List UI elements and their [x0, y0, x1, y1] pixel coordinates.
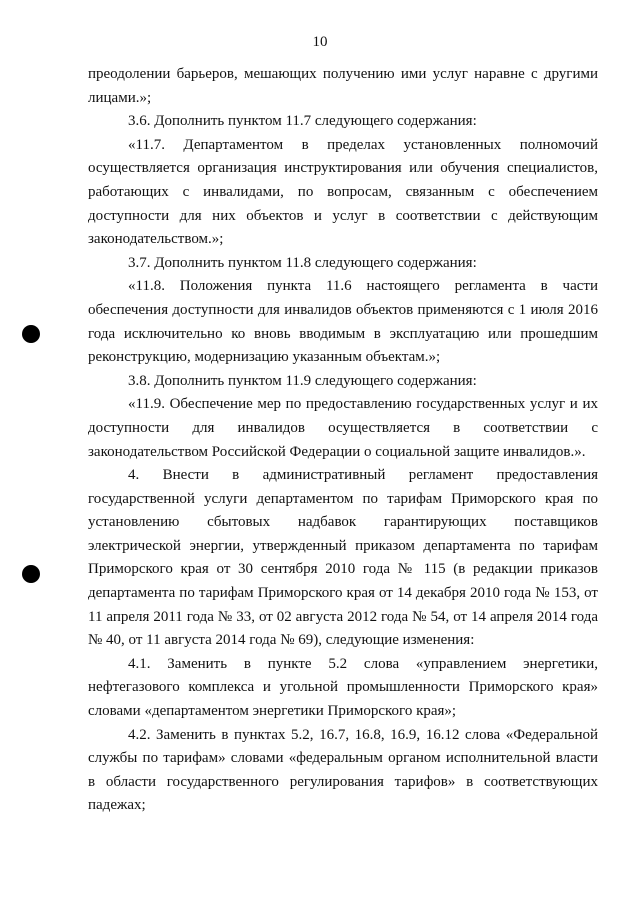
- punch-hole-upper: [22, 325, 40, 343]
- paragraph-amend-3-6: 3.6. Дополнить пунктом 11.7 следующего содержания:: [128, 113, 477, 130]
- paragraph-amend-3-7: 3.7. Дополнить пунктом 11.8 следующего содержания:: [128, 254, 477, 271]
- paragraph-item-4-2: 4.2. Заменить в пунктах 5.2, 16.7, 16.8, 16.9, 16.12 слова «Федеральной службы по тарифам» словами «федеральным органом исполнительной власти в области государственного регулирования тарифов» в соответствующих падежах;: [88, 726, 598, 814]
- paragraph-clause-11-7: «11.7. Департаментом в пределах установленных полномочий осуществляется организация инструктирования или обучения специалистов, работающих с инвалидами, по вопросам, связанным с обеспечением доступности для них объектов и услуг в соответствии с действующим законодательством.»;: [88, 136, 598, 248]
- punch-hole-lower: [22, 565, 40, 583]
- paragraph-clause-11-8: «11.8. Положения пункта 11.6 настоящего регламента в части обеспечения доступности для инвалидов объектов применяются с 1 июля 2016 года исключительно ко вновь вводимым в эксплуатацию или прошедшим реконструкцию, модернизацию указанным объектам.»;: [88, 278, 598, 366]
- document-body: [88, 63, 598, 818]
- paragraph-item-4: 4. Внести в административный регламент предоставления государственной услуги департаментом по тарифам Приморского края по установлению сбытовых надбавок гарантирующих поставщиков электрической энергии, утвержденный приказом департамента по тарифам Приморского края от 30 сентября 2010 года № 115 (в редакции приказов департамента по тарифам Приморского края от 14 декабря 2010 года № 153, от 11 апреля 2011 года № 33, от 02 августа 2012 года № 54, от 14 апреля 2014 года № 40, от 11 августа 2014 года № 69), следующие изменения:: [88, 467, 598, 649]
- paragraph-item-4-1: 4.1. Заменить в пункте 5.2 слова «управлением энергетики, нефтегазового комплекса и угольной промышленности Приморского края» словами «департаментом энергетики Приморского края»;: [88, 655, 598, 720]
- paragraph-clause-11-9: «11.9. Обеспечение мер по предоставлению государственных услуг и их доступности для инвалидов осуществляется в соответствии с законодательством Российской Федерации о социальной защите инвалидов.».: [88, 396, 598, 460]
- paragraph-amend-3-8: 3.8. Дополнить пунктом 11.9 следующего содержания:: [128, 372, 477, 389]
- paragraph-continuation: преодолении барьеров, мешающих получению ими услуг наравне с другими лицами.»;: [88, 66, 598, 106]
- page-number: 10: [312, 34, 328, 50]
